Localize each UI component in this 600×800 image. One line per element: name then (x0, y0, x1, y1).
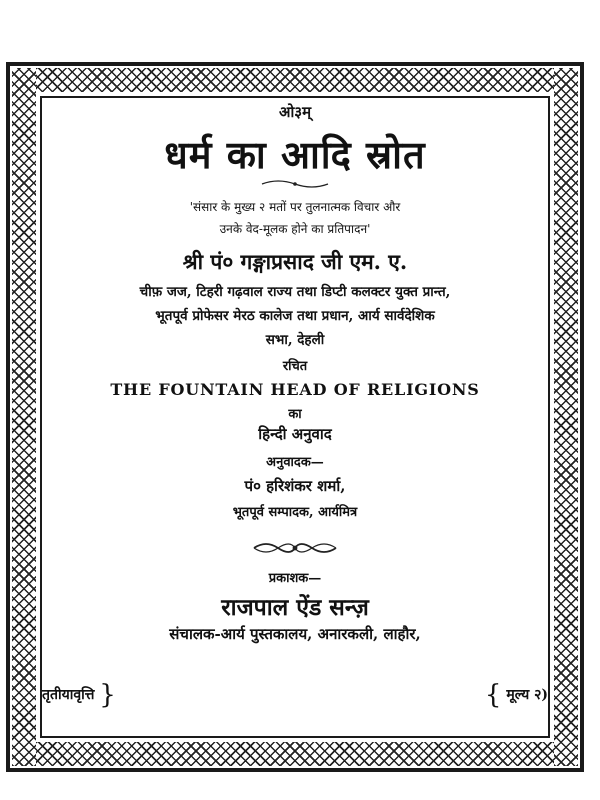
flourish-ornament-icon (260, 178, 330, 190)
decorative-border-top (12, 68, 578, 92)
small-flourish-ornament (42, 178, 548, 194)
subtitle-line-2: उनके वेद-मूलक होने का प्रतिपादन' (219, 222, 371, 236)
large-flourish-ornament (42, 534, 548, 558)
english-title: THE FOUNTAIN HEAD OF RELIGIONS (110, 380, 480, 399)
translator-name: पं० हरिशंकर शर्मा, (244, 477, 346, 495)
translator-designation: भूतपूर्व सम्पादक, आर्यमित्र (232, 505, 358, 520)
decorative-border-bottom (12, 742, 578, 766)
book-title: धर्म का आदि स्रोत (164, 132, 426, 177)
hindi-anuvad-label: हिन्दी अनुवाद (258, 425, 332, 443)
edition-text: तृतीयावृत्ति (42, 687, 95, 703)
decorative-border-right (554, 68, 578, 766)
price-note (485, 680, 548, 710)
right-brace-glyph: } (99, 680, 116, 710)
price-text: मूल्य २) (506, 687, 548, 703)
decorative-border-left (12, 68, 36, 766)
edition-note (42, 680, 116, 710)
publisher-address: संचालक-आर्य पुस्तकालय, अनारकली, लाहौर, (169, 625, 421, 643)
author-designation-line-2: भूतपूर्व प्रोफेसर मेरठ कालेज तथा प्रधान, आर्य सार्वदेशिक (155, 308, 435, 324)
subtitle-line-1: 'संसार के मुख्य २ मतों पर तुलनात्मक विचार और (189, 200, 401, 214)
author-designation-line-3: सभा, देहली (265, 332, 325, 348)
vine-ornament-icon (250, 538, 340, 558)
author-name: श्री पं० गङ्गाप्रसाद जी एम. ए. (182, 249, 408, 274)
rachit-label: रचित (282, 359, 308, 374)
ka-connector: का (288, 407, 302, 422)
author-designation-line-1: चीफ़ जज, टिहरी गढ़वाल राज्य तथा डिप्टी कलक्टर युक्त प्रान्त, (139, 284, 451, 300)
translator-label: अनुवादक— (266, 455, 324, 470)
left-brace-glyph: { (484, 680, 502, 710)
om-invocation: ओ३म् (278, 103, 312, 121)
publisher-name: राजपाल ऐंड सन्ज़ (221, 594, 369, 621)
publisher-label: प्रकाशक— (268, 571, 322, 586)
title-page (42, 98, 548, 736)
